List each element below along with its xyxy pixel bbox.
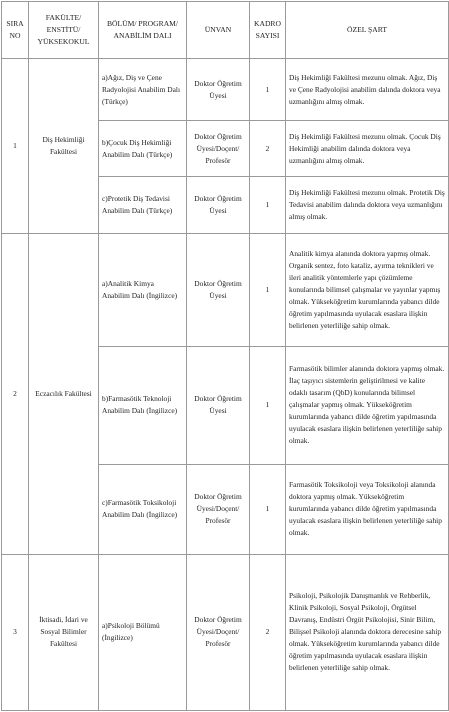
kadro-table: [1, 1, 449, 711]
header-fakulte: FAKÜLTE/ ENSTİTÜ/ YÜKSEKOKUL: [29, 2, 99, 59]
bolum-cell: b)Çocuk Diş Hekimliği Anabilim Dalı (Türkçe): [99, 121, 187, 177]
ozel-sart-cell: Psikoloji, Psikolojik Danışmanlık ve Rehberlik, Klinik Psikoloji, Sosyal Psikoloji, Örgütsel Davranış, Endüstri Örgüt Psikolojisi, Sinir Bilim, Bilişsel Psikoloji alanında doktora derecesine sahip olmak. Yükseköğretim kurumlarında yabancı dilde öğretim yapılmasında uyulacak esaslara ilişkin belirlenen yeterliliğe sahip olmak.: [286, 554, 449, 711]
ozel-sart-cell: Analitik kimya alanında doktora yapmış olmak. Organik sentez, foto kataliz, ayırma teknikleri ve ileri analitik yöntemlerle yapı çözümleme konularında bilimsel çalışmalar ve yayınlar yapmış olmak. Yükseköğretim kurumlarında yabancı dilde öğretim yapılmasında uyulacak esaslara ilişkin belirlenen yeterliliğe sahip olmak.: [286, 233, 449, 346]
sira-cell: 1: [2, 58, 29, 233]
table-row: [2, 58, 449, 120]
unvan-cell: Doktor Öğretim Üyesi: [187, 233, 250, 346]
bolum-cell: a)Analitik Kimya Anabilim Dalı (İngilizce): [99, 233, 187, 346]
sira-cell: 2: [2, 233, 29, 554]
header-kadro: KADRO SAYISI: [250, 2, 286, 59]
bolum-cell: b)Farmasötik Teknoloji Anabilim Dalı (İngilizce): [99, 346, 187, 464]
fakulte-cell: Eczacılık Fakültesi: [29, 233, 99, 554]
unvan-cell: Doktor Öğretim Üyesi/Doçent/ Profesör: [187, 464, 250, 554]
header-bolum: BÖLÜM/ PROGRAM/ ANABİLİM DALI: [99, 2, 187, 59]
ozel-sart-cell: Farmasötik Toksikoloji veya Toksikoloji alanında doktora yapmış olmak. Yükseköğretim kurumlarında yabancı dilde öğretim yapılmasında uyulacak esaslara ilişkin belirlenen yeterliliğe sahip olmak.: [286, 464, 449, 554]
header-unvan: ÜNVAN: [187, 2, 250, 59]
kadro-cell: 2: [250, 121, 286, 177]
unvan-cell: Doktor Öğretim Üyesi: [187, 58, 250, 120]
kadro-cell: 1: [250, 58, 286, 120]
bolum-cell: a)Psikoloji Bölümü (İngilizce): [99, 554, 187, 711]
sira-cell: 3: [2, 554, 29, 711]
kadro-cell: 2: [250, 554, 286, 711]
table-row: [2, 554, 449, 711]
header-sart: ÖZEL ŞART: [286, 2, 449, 59]
bolum-cell: c)Farmasötik Toksikoloji Anabilim Dalı (İngilizce): [99, 464, 187, 554]
kadro-cell: 1: [250, 233, 286, 346]
unvan-cell: Doktor Öğretim Üyesi: [187, 177, 250, 234]
table-row: [2, 233, 449, 346]
header-row: [2, 2, 449, 59]
ozel-sart-cell: Diş Hekimliği Fakültesi mezunu olmak. Protetik Diş Tedavisi anabilim dalında doktora veya uzmanlığını almış olmak.: [286, 177, 449, 234]
header-sira: SIRA NO: [2, 2, 29, 59]
bolum-cell: c)Protetik Diş Tedavisi Anabilim Dalı (Türkçe): [99, 177, 187, 234]
ozel-sart-cell: Diş Hekimliği Fakültesi mezunu olmak. Çocuk Diş Hekimliği anabilim dalında doktora veya uzmanlığını almış olmak.: [286, 121, 449, 177]
kadro-cell: 1: [250, 464, 286, 554]
unvan-cell: Doktor Öğretim Üyesi/Doçent/ Profesör: [187, 554, 250, 711]
fakulte-cell: İktisadi, İdari ve Sosyal Bilimler Fakültesi: [29, 554, 99, 711]
unvan-cell: Doktor Öğretim Üyesi: [187, 346, 250, 464]
kadro-cell: 1: [250, 346, 286, 464]
ozel-sart-cell: Diş Hekimliği Fakültesi mezunu olmak. Ağız, Diş ve Çene Radyolojisi anabilim dalında doktora veya uzmanlığını almış olmak.: [286, 58, 449, 120]
bolum-cell: a)Ağız, Diş ve Çene Radyolojisi Anabilim Dalı (Türkçe): [99, 58, 187, 120]
fakulte-cell: Diş Hekimliği Fakültesi: [29, 58, 99, 233]
ozel-sart-cell: Farmasötik bilimler alanında doktora yapmış olmak. İlaç taşıyıcı sistemlerin geliştirilmesi ve kalite odaklı tasarım (QbD) konularında bilimsel çalışmalar yapmış olmak. Yükseköğretim kurumlarında yabancı dilde öğretim yapılmasında uyulacak esaslara ilişkin belirlenen yeterliliğe sahip olmak.: [286, 346, 449, 464]
kadro-cell: 1: [250, 177, 286, 234]
unvan-cell: Doktor Öğretim Üyesi/Doçent/ Profesör: [187, 121, 250, 177]
